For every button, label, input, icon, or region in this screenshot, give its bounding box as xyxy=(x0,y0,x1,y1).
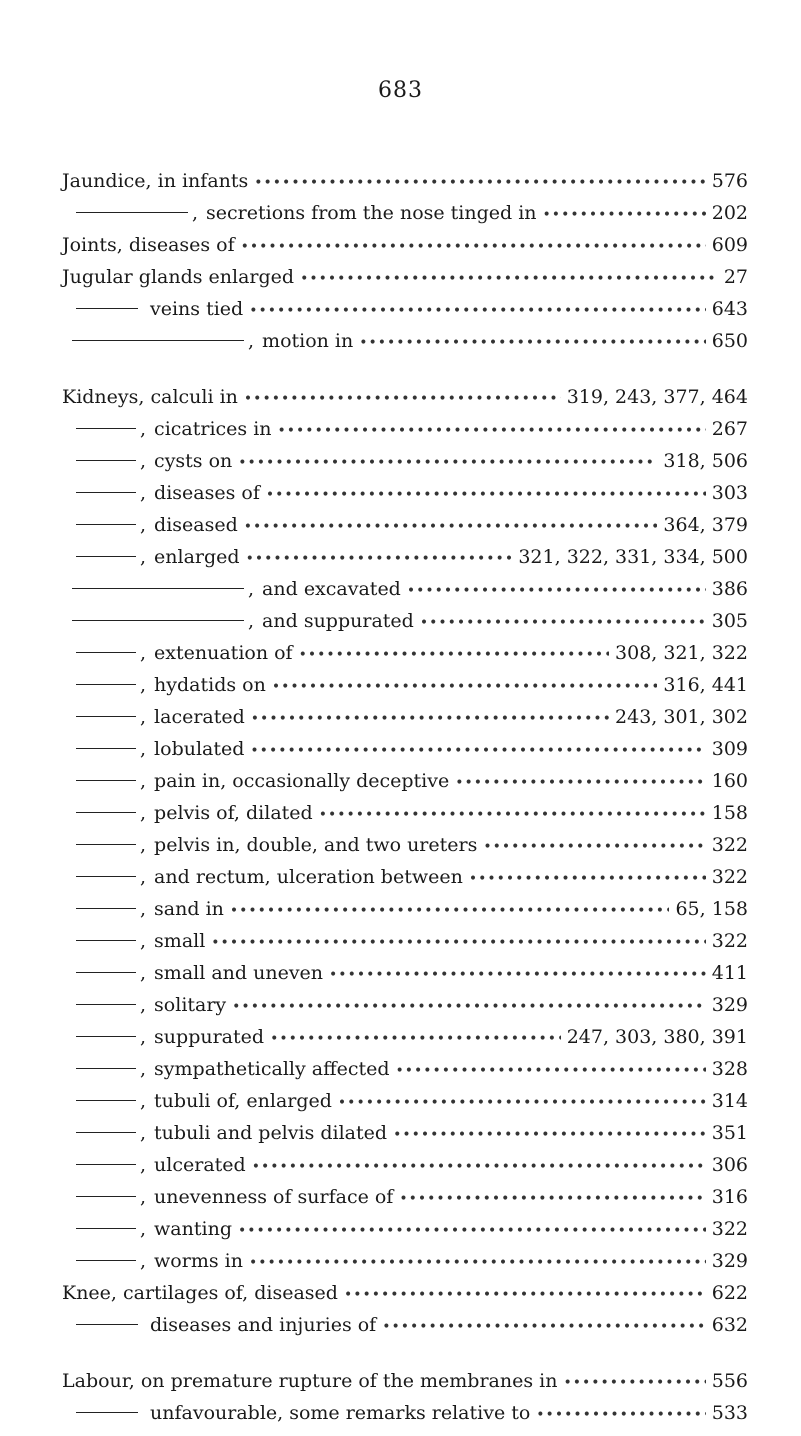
index-entry xyxy=(62,1181,748,1213)
entry-label: wanting xyxy=(154,1218,232,1240)
entry-pages: 386 xyxy=(711,578,748,600)
leader-dots xyxy=(244,511,658,543)
entry-pages: 267 xyxy=(711,418,748,440)
index-entry xyxy=(62,1117,748,1149)
entry-label: sympathetically affected xyxy=(154,1058,390,1080)
index-entry xyxy=(62,765,748,797)
leader-dots xyxy=(396,1055,706,1087)
ditto-dash xyxy=(72,340,244,341)
entry-pages: 533 xyxy=(711,1402,748,1424)
index-entry xyxy=(62,1213,748,1245)
entry-pages: 316, 441 xyxy=(663,674,748,696)
leader-dots xyxy=(270,1023,561,1055)
ditto-dash xyxy=(76,748,136,749)
entry-label: small and uneven xyxy=(154,962,324,984)
entry-label: tubuli of, enlarged xyxy=(154,1090,332,1112)
entry-label: suppurated xyxy=(154,1026,265,1048)
entry-pages: 305 xyxy=(711,610,748,632)
leader-dots xyxy=(246,543,513,575)
index-entry xyxy=(62,413,748,445)
leader-dots xyxy=(251,703,609,735)
index-entry xyxy=(62,165,748,197)
ditto-comma: , xyxy=(140,482,147,504)
ditto-comma: , xyxy=(140,1154,147,1176)
entry-label: Jaundice, in infants xyxy=(62,170,249,192)
ditto-dash xyxy=(76,492,136,493)
entry-label: cicatrices in xyxy=(154,418,272,440)
ditto-comma: , xyxy=(140,1090,147,1112)
entry-pages: 306 xyxy=(711,1154,748,1176)
leader-dots xyxy=(272,671,658,703)
entry-pages: 160 xyxy=(711,770,748,792)
entry-pages: 318, 506 xyxy=(663,450,748,472)
entry-label: unevenness of surface of xyxy=(154,1186,394,1208)
index-entry xyxy=(62,229,748,261)
index-entry xyxy=(62,1397,748,1429)
ditto-dash xyxy=(76,1132,136,1133)
leader-dots xyxy=(278,415,706,447)
leader-dots xyxy=(238,1215,706,1247)
ditto-comma: , xyxy=(140,1058,147,1080)
leader-dots xyxy=(536,1399,705,1431)
entry-label: veins tied xyxy=(150,298,244,320)
entry-label: sand in xyxy=(154,898,224,920)
entry-pages: 576 xyxy=(711,170,748,192)
entry-pages: 321, 322, 331, 334, 500 xyxy=(518,546,748,568)
entry-pages: 643 xyxy=(711,298,748,320)
ditto-dash xyxy=(76,652,136,653)
leader-dots xyxy=(469,863,706,895)
leader-dots xyxy=(407,575,706,607)
ditto-dash xyxy=(72,620,244,621)
ditto-dash xyxy=(76,1260,136,1261)
ditto-comma: , xyxy=(140,1026,147,1048)
leader-dots xyxy=(563,1367,705,1399)
entry-label: lacerated xyxy=(154,706,245,728)
index-entry xyxy=(62,541,748,573)
entry-label: Jugular glands enlarged xyxy=(62,266,295,288)
index-entry xyxy=(62,957,748,989)
section-gap xyxy=(62,1341,748,1365)
entry-label: motion in xyxy=(262,330,354,352)
index-entry xyxy=(62,1085,748,1117)
entry-label: lobulated xyxy=(154,738,245,760)
index-entry xyxy=(62,1365,748,1397)
ditto-dash xyxy=(76,460,136,461)
index-entry xyxy=(62,605,748,637)
index-entry xyxy=(62,1245,748,1277)
ditto-comma: , xyxy=(248,330,255,352)
entry-label: tubuli and pelvis dilated xyxy=(154,1122,388,1144)
ditto-dash xyxy=(76,780,136,781)
ditto-comma: , xyxy=(140,962,147,984)
ditto-comma: , xyxy=(140,770,147,792)
ditto-dash xyxy=(76,844,136,845)
index-entry xyxy=(62,1053,748,1085)
leader-dots xyxy=(211,927,705,959)
ditto-comma: , xyxy=(140,1218,147,1240)
index-entry xyxy=(62,989,748,1021)
ditto-comma: , xyxy=(140,514,147,536)
entry-pages: 303 xyxy=(711,482,748,504)
ditto-dash xyxy=(76,524,136,525)
index-entry xyxy=(62,573,748,605)
leader-dots xyxy=(254,167,705,199)
ditto-dash xyxy=(72,588,244,589)
leader-dots xyxy=(300,263,718,295)
entry-pages: 322 xyxy=(711,834,748,856)
ditto-comma: , xyxy=(140,1122,147,1144)
index-entry xyxy=(62,733,748,765)
ditto-dash xyxy=(76,308,138,309)
entry-label: pelvis in, double, and two ureters xyxy=(154,834,478,856)
entry-pages: 158 xyxy=(711,802,748,824)
index-entry xyxy=(62,1277,748,1309)
leader-dots xyxy=(252,1151,706,1183)
ditto-comma: , xyxy=(140,898,147,920)
entry-pages: 329 xyxy=(711,994,748,1016)
ditto-dash xyxy=(76,1004,136,1005)
ditto-dash xyxy=(76,1036,136,1037)
ditto-comma: , xyxy=(140,802,147,824)
entry-label: Joints, diseases of xyxy=(62,234,235,256)
index-entry xyxy=(62,1021,748,1053)
leader-dots xyxy=(338,1087,706,1119)
index-entry xyxy=(62,797,748,829)
index-entry xyxy=(62,325,748,357)
index-entry xyxy=(62,861,748,893)
entry-label: solitary xyxy=(154,994,227,1016)
ditto-comma: , xyxy=(140,930,147,952)
entry-label: pain in, occasionally deceptive xyxy=(154,770,450,792)
leader-dots xyxy=(241,231,706,263)
entry-pages: 650 xyxy=(711,330,748,352)
leader-dots xyxy=(329,959,706,991)
entry-pages: 329 xyxy=(711,1250,748,1272)
ditto-dash xyxy=(76,684,136,685)
leader-dots xyxy=(393,1119,706,1151)
index-entries xyxy=(62,165,748,1429)
ditto-dash xyxy=(76,940,136,941)
ditto-dash xyxy=(76,1196,136,1197)
entry-pages: 322 xyxy=(711,930,748,952)
ditto-comma: , xyxy=(192,202,199,224)
leader-dots xyxy=(319,799,706,831)
index-entry xyxy=(62,381,748,413)
entry-pages: 328 xyxy=(711,1058,748,1080)
index-entry xyxy=(62,261,748,293)
leader-dots xyxy=(359,327,705,359)
ditto-comma: , xyxy=(140,546,147,568)
section-gap xyxy=(62,357,748,381)
ditto-comma: , xyxy=(140,738,147,760)
leader-dots xyxy=(344,1279,706,1311)
index-entry xyxy=(62,477,748,509)
index-entry xyxy=(62,701,748,733)
leader-dots xyxy=(249,1247,706,1279)
index-entry xyxy=(62,1149,748,1181)
entry-pages: 632 xyxy=(711,1314,748,1336)
entry-pages: 243, 301, 302 xyxy=(615,706,748,728)
leader-dots xyxy=(455,767,706,799)
ditto-dash xyxy=(76,716,136,717)
entry-pages: 351 xyxy=(711,1122,748,1144)
index-entry xyxy=(62,293,748,325)
ditto-comma: , xyxy=(140,994,147,1016)
ditto-comma: , xyxy=(248,578,255,600)
ditto-dash xyxy=(76,1068,136,1069)
entry-pages: 309 xyxy=(711,738,748,760)
entry-label: diseased xyxy=(154,514,238,536)
index-entry xyxy=(62,445,748,477)
page-number: 683 xyxy=(378,78,423,103)
index-entry xyxy=(62,893,748,925)
index-entry xyxy=(62,1309,748,1341)
entry-pages: 322 xyxy=(711,866,748,888)
ditto-comma: , xyxy=(140,418,147,440)
ditto-dash xyxy=(76,1228,136,1229)
entry-pages: 202 xyxy=(711,202,748,224)
index-entry xyxy=(62,509,748,541)
entry-label: Kidneys, calculi in xyxy=(62,386,238,408)
entry-label: and rectum, ulceration between xyxy=(154,866,463,888)
ditto-dash xyxy=(76,556,136,557)
entry-label: cysts on xyxy=(154,450,233,472)
entry-label: and excavated xyxy=(262,578,401,600)
leader-dots xyxy=(299,639,609,671)
ditto-comma: , xyxy=(248,610,255,632)
index-entry xyxy=(62,925,748,957)
ditto-dash xyxy=(76,212,188,213)
ditto-comma: , xyxy=(140,674,147,696)
entry-label: hydatids on xyxy=(154,674,266,696)
entry-label: extenuation of xyxy=(154,642,293,664)
leader-dots xyxy=(543,199,706,231)
ditto-comma: , xyxy=(140,706,147,728)
leader-dots xyxy=(232,991,706,1023)
ditto-dash xyxy=(76,1412,138,1413)
ditto-comma: , xyxy=(140,642,147,664)
entry-label: Labour, on premature rupture of the membranes in xyxy=(62,1370,558,1392)
entry-pages: 556 xyxy=(711,1370,748,1392)
index-entry xyxy=(62,197,748,229)
leader-dots xyxy=(483,831,705,863)
ditto-dash xyxy=(76,1324,138,1325)
ditto-dash xyxy=(76,876,136,877)
entry-label: and suppurated xyxy=(262,610,414,632)
ditto-dash xyxy=(76,1164,136,1165)
entry-pages: 364, 379 xyxy=(663,514,748,536)
ditto-dash xyxy=(76,1100,136,1101)
entry-label: secretions from the nose tinged in xyxy=(206,202,537,224)
ditto-dash xyxy=(76,972,136,973)
entry-label: unfavourable, some remarks relative to xyxy=(150,1402,531,1424)
index-entry xyxy=(62,637,748,669)
leader-dots xyxy=(230,895,670,927)
entry-pages: 316 xyxy=(711,1186,748,1208)
ditto-dash xyxy=(76,908,136,909)
index-entry xyxy=(62,829,748,861)
ditto-comma: , xyxy=(140,834,147,856)
entry-pages: 322 xyxy=(711,1218,748,1240)
entry-pages: 65, 158 xyxy=(675,898,748,920)
entry-label: enlarged xyxy=(154,546,240,568)
entry-pages: 609 xyxy=(711,234,748,256)
leader-dots xyxy=(382,1311,706,1343)
leader-dots xyxy=(399,1183,705,1215)
ditto-dash xyxy=(76,812,136,813)
leader-dots xyxy=(250,735,705,767)
entry-pages: 411 xyxy=(711,962,748,984)
index-entry xyxy=(62,669,748,701)
entry-label: worms in xyxy=(154,1250,243,1272)
ditto-dash xyxy=(76,428,136,429)
entry-label: diseases and injuries of xyxy=(150,1314,377,1336)
entry-pages: 314 xyxy=(711,1090,748,1112)
entry-pages: 247, 303, 380, 391 xyxy=(566,1026,748,1048)
ditto-comma: , xyxy=(140,450,147,472)
leader-dots xyxy=(244,383,561,415)
ditto-comma: , xyxy=(140,1186,147,1208)
ditto-comma: , xyxy=(140,866,147,888)
ditto-comma: , xyxy=(140,1250,147,1272)
entry-pages: 27 xyxy=(723,266,748,288)
entry-label: diseases of xyxy=(154,482,260,504)
entry-pages: 308, 321, 322 xyxy=(615,642,748,664)
entry-label: Knee, cartilages of, diseased xyxy=(62,1282,338,1304)
leader-dots xyxy=(266,479,706,511)
entry-pages: 319, 243, 377, 464 xyxy=(566,386,748,408)
leader-dots xyxy=(238,447,657,479)
entry-label: ulcerated xyxy=(154,1154,246,1176)
entry-pages: 622 xyxy=(711,1282,748,1304)
leader-dots xyxy=(420,607,706,639)
entry-label: small xyxy=(154,930,206,952)
entry-label: pelvis of, dilated xyxy=(154,802,313,824)
leader-dots xyxy=(249,295,706,327)
